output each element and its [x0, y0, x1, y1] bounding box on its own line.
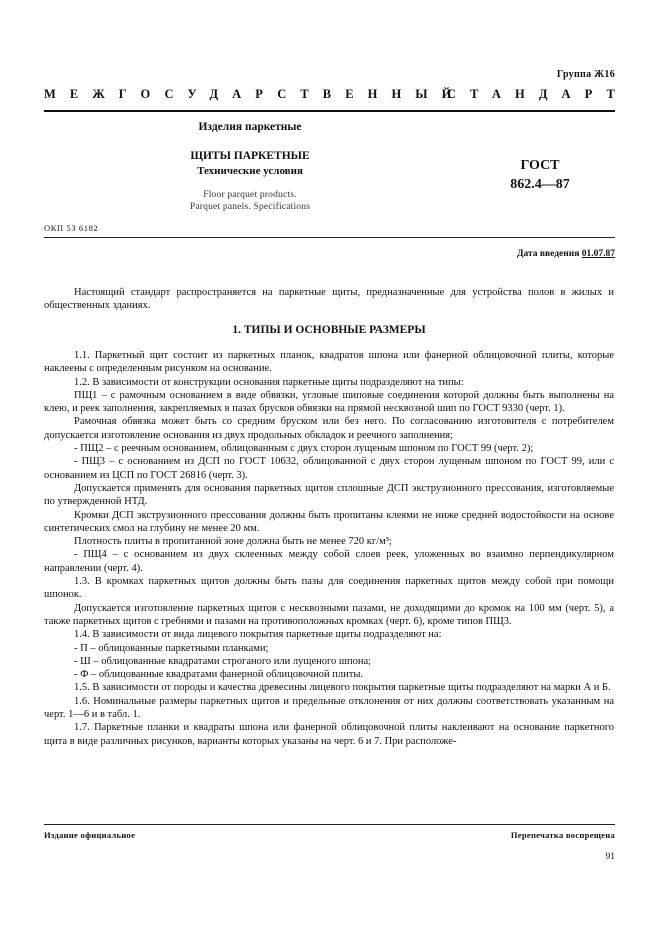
paragraph: - Ш – облицованные квадратами строганого или лущеного шпона;: [74, 655, 372, 667]
paragraph: - ПЩ3 – с основанием из ДСП по ГОСТ 10632, облицованной с двух сторон лущеным шпоном по ГОСТ 99, или с основанием из ЦСП по ГОСТ 26816 (черт. 3).: [44, 456, 614, 481]
page-number: 91: [605, 852, 615, 862]
document-subtitle: Технические условия: [197, 165, 303, 177]
paragraph: - П – облицованные паркетными планками;: [74, 642, 269, 654]
gost-label: ГОСТ: [520, 158, 560, 173]
standard-banner: [44, 87, 629, 105]
paragraph: 1.1. Паркетный щит состоит из паркетных планок, квадратов шпона или фанерной облицовочной плиты, которые наклеены с определенным рисунком на основание.: [44, 350, 614, 375]
paragraph: 1.5. В зависимости от породы и качества древесины лицевого покрытия паркетные щиты подразделяют на марки А и Б.: [74, 682, 611, 694]
paragraph: Допускается применять для основания паркетных щитов сплошные ДСП экструзионного прессования, изготовляемые по утвержденной НТД.: [44, 482, 614, 508]
section-heading: 1. ТИПЫ И ОСНОВНЫЕ РАЗМЕРЫ: [232, 324, 426, 336]
okp-code: ОКП 53 6182: [44, 223, 99, 233]
footer-rule: [44, 824, 615, 825]
official-edition-label: Издание официальное: [44, 830, 136, 840]
paragraph: 1.4. В зависимости от вида лицевого покрытия паркетные щиты подразделяют на:: [74, 629, 442, 641]
standard-type-label: МЕЖГОСУДАРСТВЕННЫЙ: [44, 87, 466, 101]
header-rule: [44, 110, 615, 112]
title-block-rule: [44, 237, 615, 238]
paragraph: - Ф – облицованные квадратами фанерной облицовочной плиты.: [74, 669, 364, 681]
introduction-date-label: Дата введения: [516, 249, 580, 259]
scope-paragraph: [44, 286, 614, 313]
paragraph: - ПЩ4 – с основанием из двух склеенных между собой слоев реек, уложенных во взаимно перпендикулярном направлении (черт. 4).: [44, 549, 614, 574]
english-title-line-1: Floor parquet products.: [203, 190, 297, 200]
paragraph: 1.6. Номинальные размеры паркетных щитов и предельные отклонения от них должны соответствовать указанным на черт. 1—6 и в табл. 1.: [44, 695, 614, 721]
paragraph: Плотность плиты в пропитанной зоне должна быть не менее 720 кг/м³;: [74, 536, 392, 548]
document-title: ЩИТЫ ПАРКЕТНЫЕ: [190, 150, 310, 162]
english-title-line-2: Parquet panels. Specifications: [189, 202, 311, 212]
paragraph: 1.3. В кромках паркетных щитов должны быть пазы для соединения паркетных щитов между собой при помощи шпонок.: [44, 576, 614, 601]
intro-text: Настоящий стандарт распространяется на паркетные щиты, предназначенные для устройства полов в жилых и общественных зданиях.: [44, 287, 614, 312]
paragraph: Допускается изготовление паркетных щитов с несквозными пазами, не доходящими до кромок на 100 мм (черт. 5), а также паркетных щитов с гребнями и пазами на противоположных кромках (черт. 6), кроме типов ПЩ3.: [44, 602, 614, 627]
paragraph: 1.2. В зависимости от конструкции основания паркетные щиты подразделяют на типы:: [74, 376, 464, 388]
gost-number: 862.4—87: [510, 177, 570, 192]
subject-category: Изделия паркетные: [198, 121, 302, 133]
paragraph: Кромки ДСП экструзионного прессования должны быть пропитаны клеями не ниже средней водостойкости на основе синтетических смол на глубину не менее 20 мм.: [44, 509, 614, 534]
paragraph: - ПЩ2 – с реечным основанием, облицованным с двух сторон лущеным шпоном по ГОСТ 99 (черт. 2);: [74, 443, 534, 455]
paragraph: ПЩ1 – с рамочным основанием в виде обвязки, угловые шиповые соединения которой должны быть выполнены на клею, и реек заполнения, закрепляемых в пазах брусков обвязки на прямой несквозной шип по ГОСТ 9330 (черт. 1).: [44, 389, 614, 415]
section-body: [44, 349, 614, 748]
paragraph: 1.7. Паркетные планки и квадраты шпона или фанерной облицовочной плиты наклеивают на основание паркетного щита в виде различных рисунков, варианты которых указаны на черт. 6 и 7. При расположе-: [44, 722, 614, 747]
introduction-date-value: 01.07.87: [581, 249, 615, 259]
paragraph: Рамочная обвязка может быть со средним бруском или без него. По согласованию изготовителя с потребителем допускается изготовление основания из двух продольных обкладок и реечного заполнения;: [44, 416, 614, 441]
standard-label: СТАНДАРТ: [446, 87, 629, 101]
reprint-prohibited-label: Перепечатка воспрещена: [510, 830, 615, 840]
group-code: Группа Ж16: [556, 69, 615, 80]
introduction-date: [517, 249, 615, 259]
